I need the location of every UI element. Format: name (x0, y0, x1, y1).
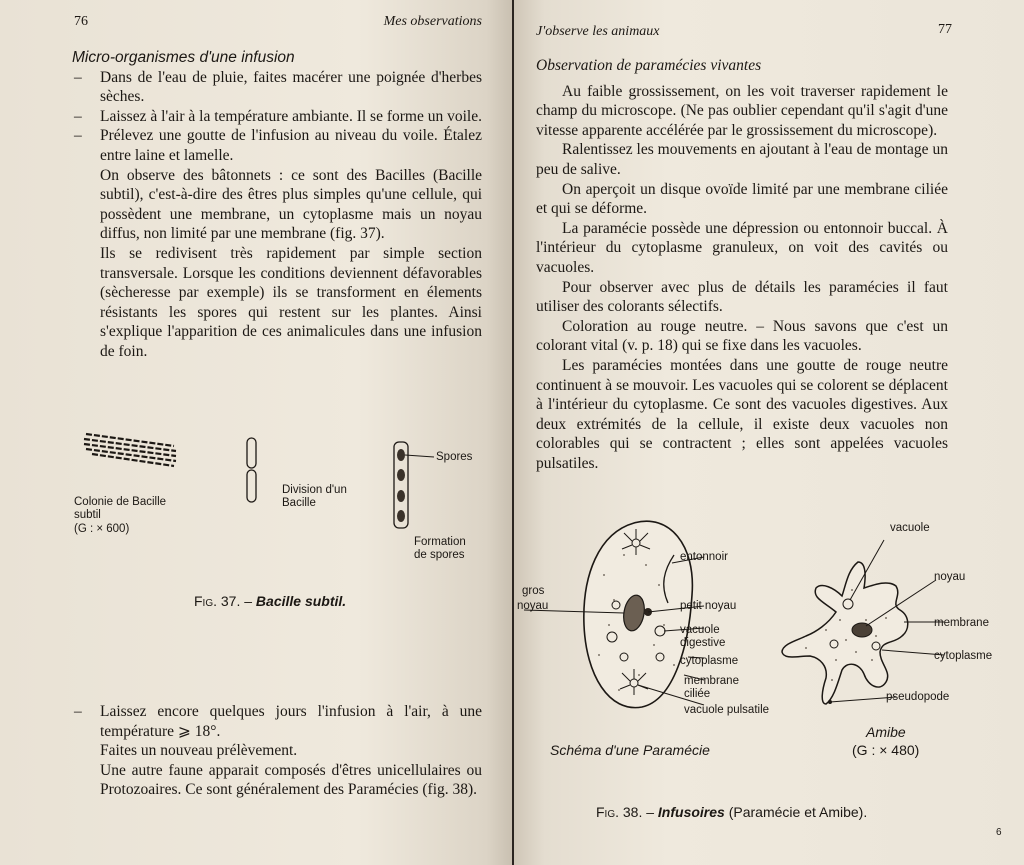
list-item (72, 126, 482, 361)
paragraph: La paramécie possède une dépression ou entonnoir buccal. À l'intérieur du cytoplasme granuleux, on voit des cavités ou vacuoles. (536, 219, 948, 276)
label-membrane-ciliee: membrane ciliée (684, 675, 739, 700)
left-text-block (72, 48, 482, 362)
label-entonnoir: entonnoir (680, 551, 728, 563)
label-pseudopode: pseudopode (886, 691, 950, 703)
paragraph: – Laissez encore quelques jours l'infusion à l'air, à une température ⩾ 18°. (100, 703, 482, 740)
label-division: Division d'un Bacille (282, 484, 347, 509)
label-vacuole-digestive: vacuole digestive (680, 624, 726, 649)
bacillus-colony-drawing (82, 428, 182, 473)
right-page (514, 0, 1024, 865)
label-cytoplasme: cytoplasme (680, 655, 739, 667)
list-item (72, 702, 482, 800)
paragraph: – Dans de l'eau de pluie, faites macérer une poignée d'herbes sèches. (100, 68, 482, 106)
label-cytoplasme-amibe: cytoplasme (934, 650, 993, 662)
paragraph: Pour observer avec plus de détails les paramécies il faut utiliser des colorants sélectifs. (536, 278, 948, 316)
paragraph: On observe des bâtonnets : ce sont des Bacilles (Bacille subtil), c'est-à-dire des êtres plus simples qu'une cellule, qui possèdent une membrane, un cytoplasme mais un noyau diffus, non limité par une membrane (fig. 37). (100, 166, 482, 243)
bacillus-division-drawing (244, 436, 260, 506)
paragraph: Une autre faune apparait composés d'êtres unicellulaires ou Protozoaires. Ce sont généralement des Paramécies (fig. 38). (100, 761, 482, 799)
section-heading: Observation de paramécies vivantes (536, 57, 762, 74)
figure-38-caption (596, 804, 867, 820)
figure-37-number: Fig. 37. – (194, 593, 253, 609)
figure-38-number: Fig. 38. – (596, 804, 655, 820)
amoeba-title: Amibe (866, 724, 906, 740)
paragraph: Ralentissez les mouvements en ajoutant à l'eau de montage un peu de salive. (536, 141, 948, 178)
paragraph: Ils se redivisent très rapidement par simple section transversale. Lorsque les conditions deviennent défavorables (sècheresse par exemple) ils se transforment en élements résistants les spores qui restent sur les plantes. Ainsi s'explique l'apparition de ces animalicules dans une infusion de foin. (100, 244, 482, 360)
page-number: 76 (74, 14, 88, 29)
figure-38-caption-rest: (Paramécie et Amibe). (728, 804, 868, 820)
paragraph: – Prélevez une goutte de l'infusion au niveau du voile. Étalez entre laine et lamelle. (100, 127, 482, 164)
amoeba-magnification: (G : × 480) (852, 742, 920, 758)
label-petit-noyau: petit noyau (680, 600, 737, 612)
page-number: 77 (938, 22, 952, 37)
paragraph: – Laissez à l'air à la température ambiante. Il se forme un voile. (100, 107, 482, 125)
paramecium-title: Schéma d'une Paramécie (550, 742, 710, 758)
label-spore-formation: Formation de spores (414, 536, 466, 561)
running-head: Mes observations (383, 14, 482, 29)
right-text-block (536, 56, 948, 473)
figure-37-caption (194, 593, 346, 609)
left-text-block-2 (72, 702, 482, 800)
label-noyau-amibe: noyau (934, 571, 966, 583)
spore-formation-drawing (390, 440, 440, 532)
paragraph: Coloration au rouge neutre. – Nous savons que c'est un colorant vital (v. p. 18) qui se fixe dans les vacuoles. (536, 317, 948, 355)
paragraph: Au faible grossissement, on les voit traverser rapidement le champ du microscope. (Ne pas oublier cependant qu'il s'agit d'une vitesse apparente accélérée par le grossissement du microscope). (536, 82, 948, 139)
paragraph: Les paramécies montées dans une goutte de rouge neutre continuent à se mouvoir. Les vacuoles qui se colorent se déplacent à l'intérieur du cytoplasme. Ce sont des vacuoles digestives. Aux deux extrémités de la cellule, il existe deux vacuoles non colorables qui se contractent ; elles sont appelées vacuoles pulsatiles. (536, 356, 948, 472)
label-colony-magnification: (G : × 600) (74, 523, 130, 535)
running-head: J'observe les animaux (536, 24, 660, 39)
figure-37-title: Bacille subtil. (255, 593, 347, 609)
label-membrane: membrane (934, 617, 989, 629)
list-item (72, 107, 482, 127)
label-noyau: noyau (517, 600, 549, 612)
label-gros: gros (522, 585, 545, 597)
paragraph: On aperçoit un disque ovoïde limité par une membrane ciliée et qui se déforme. (536, 180, 948, 218)
label-vacuole-pulsatile: vacuole pulsatile (684, 704, 770, 716)
figure-38-title: Infusoires (657, 804, 725, 820)
label-spores: Spores (436, 451, 473, 463)
paragraph: Faites un nouveau prélèvement. (100, 742, 298, 760)
label-colony: Colonie de Bacille subtil (74, 496, 167, 521)
list-item (72, 68, 482, 107)
section-heading: Micro-organismes d'une infusion (72, 49, 295, 66)
corner-mark: 6 (996, 827, 1002, 838)
label-vacuole: vacuole (890, 522, 930, 534)
